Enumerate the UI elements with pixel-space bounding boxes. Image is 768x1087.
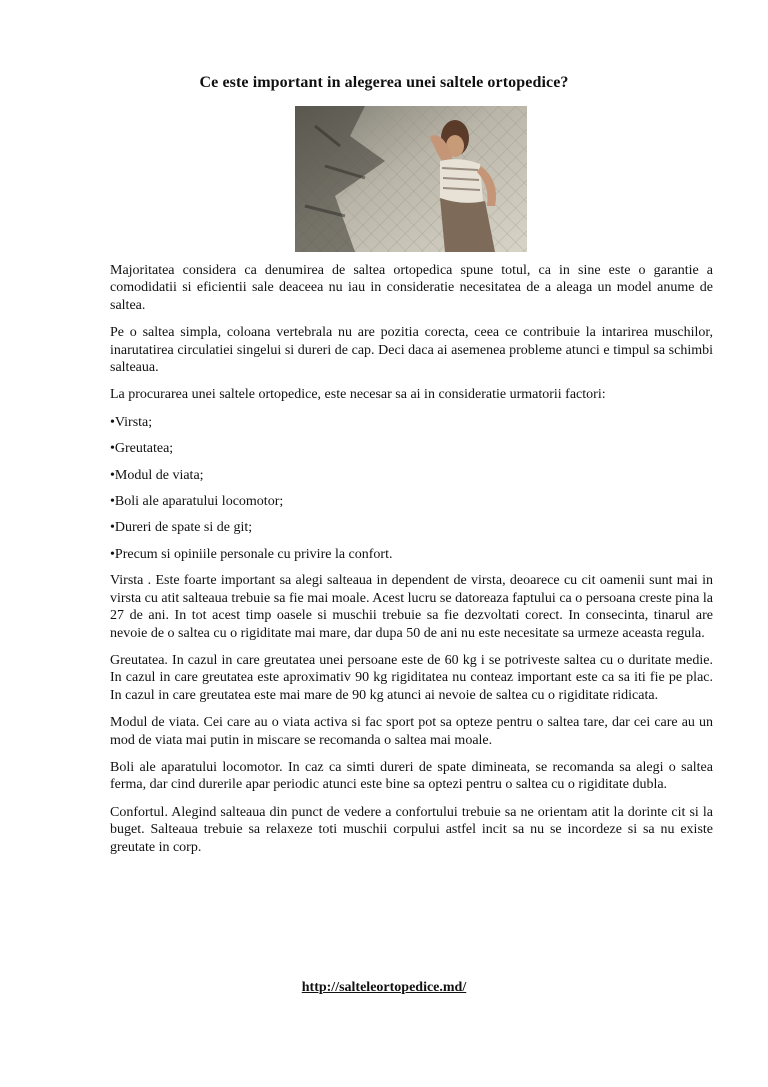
factor-list-item: •Dureri de spate si de git;: [110, 520, 253, 536]
section-virsta: Virsta . Este foarte important sa alegi salteaua in dependent de virsta, deoarece cu cit oamenii sunt mai in virsta cu atit salteaua trebuie sa fie mai moale. Acest lucru se datoreaza faptului ca o persoana creste pina la 27 de ani. In tot acest timp oasele si muschii trebuie sa fie dezvoltati corect. In consecinta, tinarul are nevoie de o saltea cu o rigiditate mai mare, dar dupa 50 de ani nu este necesitate sa urmeze aceasta regula.: [110, 573, 713, 641]
factor-list-item: •Virsta;: [110, 414, 153, 430]
section-boli: Boli ale aparatului locomotor. In caz ca simti dureri de spate dimineata, se recomanda sa alegi o saltea ferma, dar cind durerile apar periodic atunci este bine sa optezi pentru o saltea cu o rigiditate dubla.: [110, 759, 713, 793]
factor-list-item: •Modul de viata;: [110, 467, 204, 483]
section-greutatea: Greutatea. In cazul in care greutatea unei persoane este de 60 kg i se potriveste saltea cu o duritate medie. In cazul in care greutatea este aproximativ 90 kg rigiditatea nu conteaz important este ca sa iti fie pe plac. In cazul in care greutatea este mai mare de 90 kg atunci ai nevoie de saltea cu o rigiditate ridicata.: [110, 652, 713, 703]
intro-paragraph: La procurarea unei saltele ortopedice, este necesar sa ai in consideratie urmatorii factori:: [110, 387, 606, 403]
footer-website-link[interactable]: http://salteleortopedice.md/: [301, 980, 467, 995]
mattress-photo-icon: [295, 106, 527, 252]
factor-list-item: •Greutatea;: [110, 441, 174, 457]
section-modul-de-viata: Modul de viata. Cei care au o viata activa si fac sport pot sa opteze pentru o saltea tare, dar cei care au un mod de viata mai putin in miscare se recomanda o saltea mai moale.: [110, 715, 713, 748]
page-title: Ce este important in alegerea unei saltele ortopedice?: [199, 74, 569, 91]
intro-paragraph: Pe o saltea simpla, coloana vertebrala nu are pozitia corecta, ceea ce contribuie la intarirea muschilor, inarutatirea circulatiei singelui si dureri de cap. Deci daca ai asemenea probleme atunci e timpul sa schimbi salteaua.: [110, 325, 713, 376]
article-body: [110, 262, 713, 866]
factor-list-item: •Precum si opiniile personale cu privire la confort.: [110, 546, 393, 562]
section-confortul: Confortul. Alegind salteaua din punct de vedere a confortului trebuie sa ne orientam atit la dorinte cit si la buget. Salteaua trebuie sa relaxeze toti muschii corpului astfel incit sa nu se incordeze si sa nu existe greutate in corp.: [110, 804, 713, 855]
intro-paragraph: Majoritatea considera ca denumirea de saltea ortopedica spune totul, ca in sine este o garantie a comodidatii si eficientii sale deaceea nu iau in consideratie necesitatea de a aleaga un model anume de saltea.: [110, 263, 713, 313]
factor-list-item: •Boli ale aparatului locomotor;: [110, 494, 284, 510]
